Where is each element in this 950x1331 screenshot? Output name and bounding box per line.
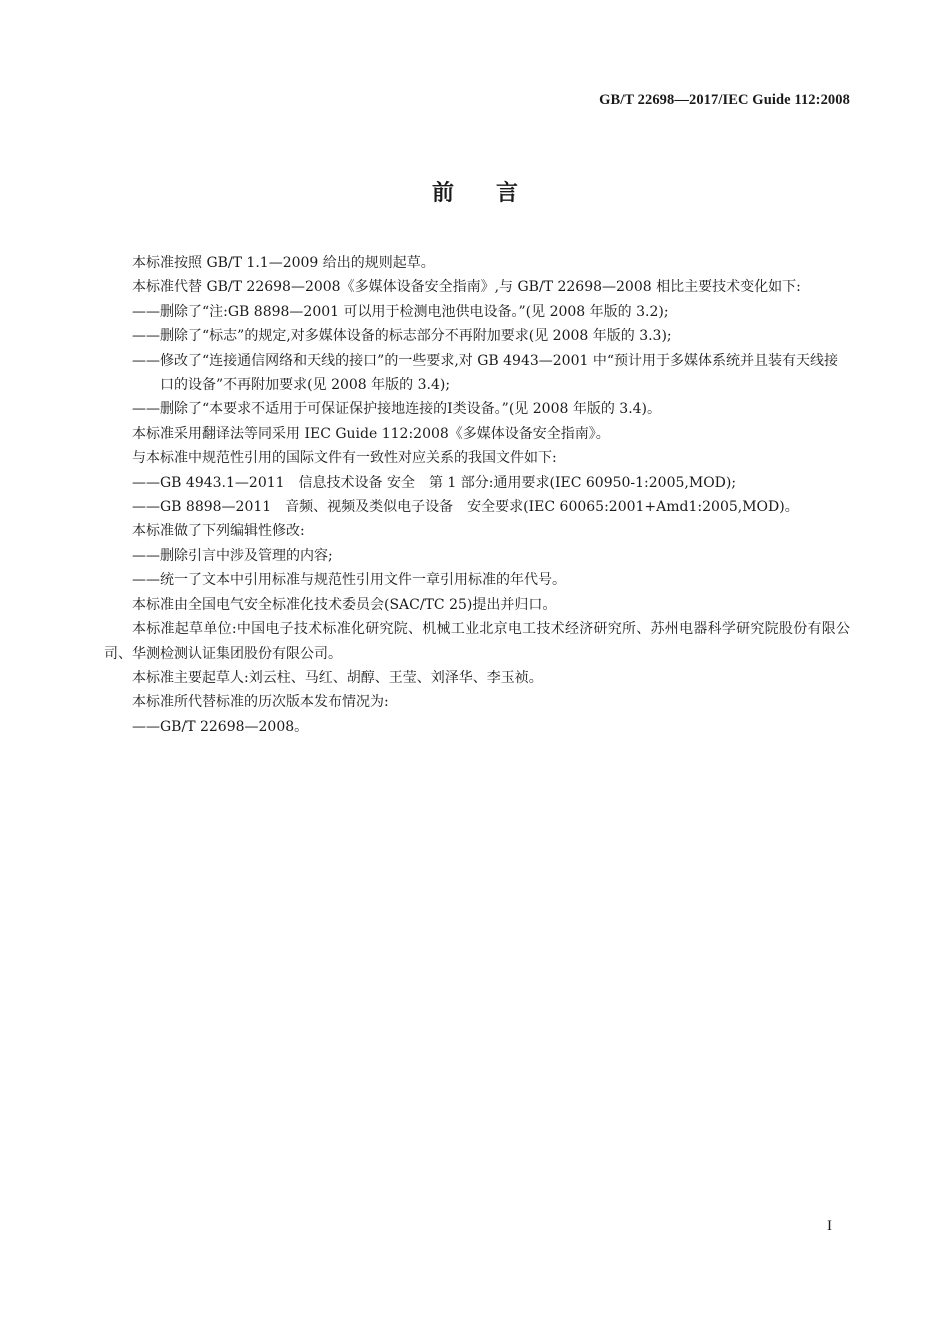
list-item-editorial-1: ——删除引言中涉及管理的内容;: [132, 547, 333, 564]
foreword-body: [104, 251, 850, 739]
list-item-change-3: ——修改了“连接通信网络和天线的接口”的一些要求,对 GB 4943—2001 中“预计用于多媒体系统并且装有天线接口的设备”不再附加要求(见 2008 年版的 3.4);: [132, 352, 838, 394]
paragraph-previous-editions: 本标准所代替标准的历次版本发布情况为:: [132, 694, 389, 711]
paragraph-drafting-units: 本标准起草单位:中国电子技术标准化研究院、机械工业北京电工技术经济研究所、苏州电器科学研究院股份有限公司、华测检测认证集团股份有限公司。: [104, 621, 850, 662]
paragraph-replacement: 本标准代替 GB/T 22698—2008《多媒体设备安全指南》,与 GB/T 22698—2008 相比主要技术变化如下:: [132, 279, 801, 296]
list-item-change-4: ——删除了“本要求不适用于可保证保护接地连接的Ⅰ类设备。”(见 2008 年版的 3.4)。: [132, 401, 662, 418]
list-item-reference-2: ——GB 8898—2011 音频、视频及类似电子设备 安全要求(IEC 60065:2001+Amd1:2005,MOD)。: [132, 499, 799, 516]
paragraph-proposed-by: 本标准由全国电气安全标准化技术委员会(SAC/TC 25)提出并归口。: [132, 596, 557, 613]
standard-code-header: GB/T 22698—2017/IEC Guide 112:2008: [599, 92, 850, 108]
list-item-previous-edition: ——GB/T 22698—2008。: [132, 718, 309, 735]
list-item-change-1: ——删除了“注:GB 8898—2001 可以用于检测电池供电设备。”(见 2008 年版的 3.2);: [132, 303, 669, 320]
paragraph-drafters: 本标准主要起草人:刘云柱、马红、胡醇、王莹、刘泽华、李玉祯。: [132, 669, 543, 686]
paragraph-normative-references: 与本标准中规范性引用的国际文件有一致性对应关系的我国文件如下:: [132, 450, 557, 467]
page-title: 前言: [431, 181, 560, 206]
paragraph-editorial-changes: 本标准做了下列编辑性修改:: [132, 523, 305, 540]
paragraph-drafting-rules: 本标准按照 GB/T 1.1—2009 给出的规则起草。: [132, 255, 435, 271]
list-item-editorial-2: ——统一了文本中引用标准与规范性引用文件一章引用标准的年代号。: [132, 572, 566, 589]
paragraph-translation-method: 本标准采用翻译法等同采用 IEC Guide 112:2008《多媒体设备安全指南》。: [132, 425, 610, 442]
page-number: I: [827, 1218, 832, 1234]
list-item-change-2: ——删除了“标志”的规定,对多媒体设备的标志部分不再附加要求(见 2008 年版的 3.3);: [132, 328, 672, 345]
list-item-reference-1: ——GB 4943.1—2011 信息技术设备 安全 第 1 部分:通用要求(IEC 60950-1:2005,MOD);: [132, 474, 737, 491]
